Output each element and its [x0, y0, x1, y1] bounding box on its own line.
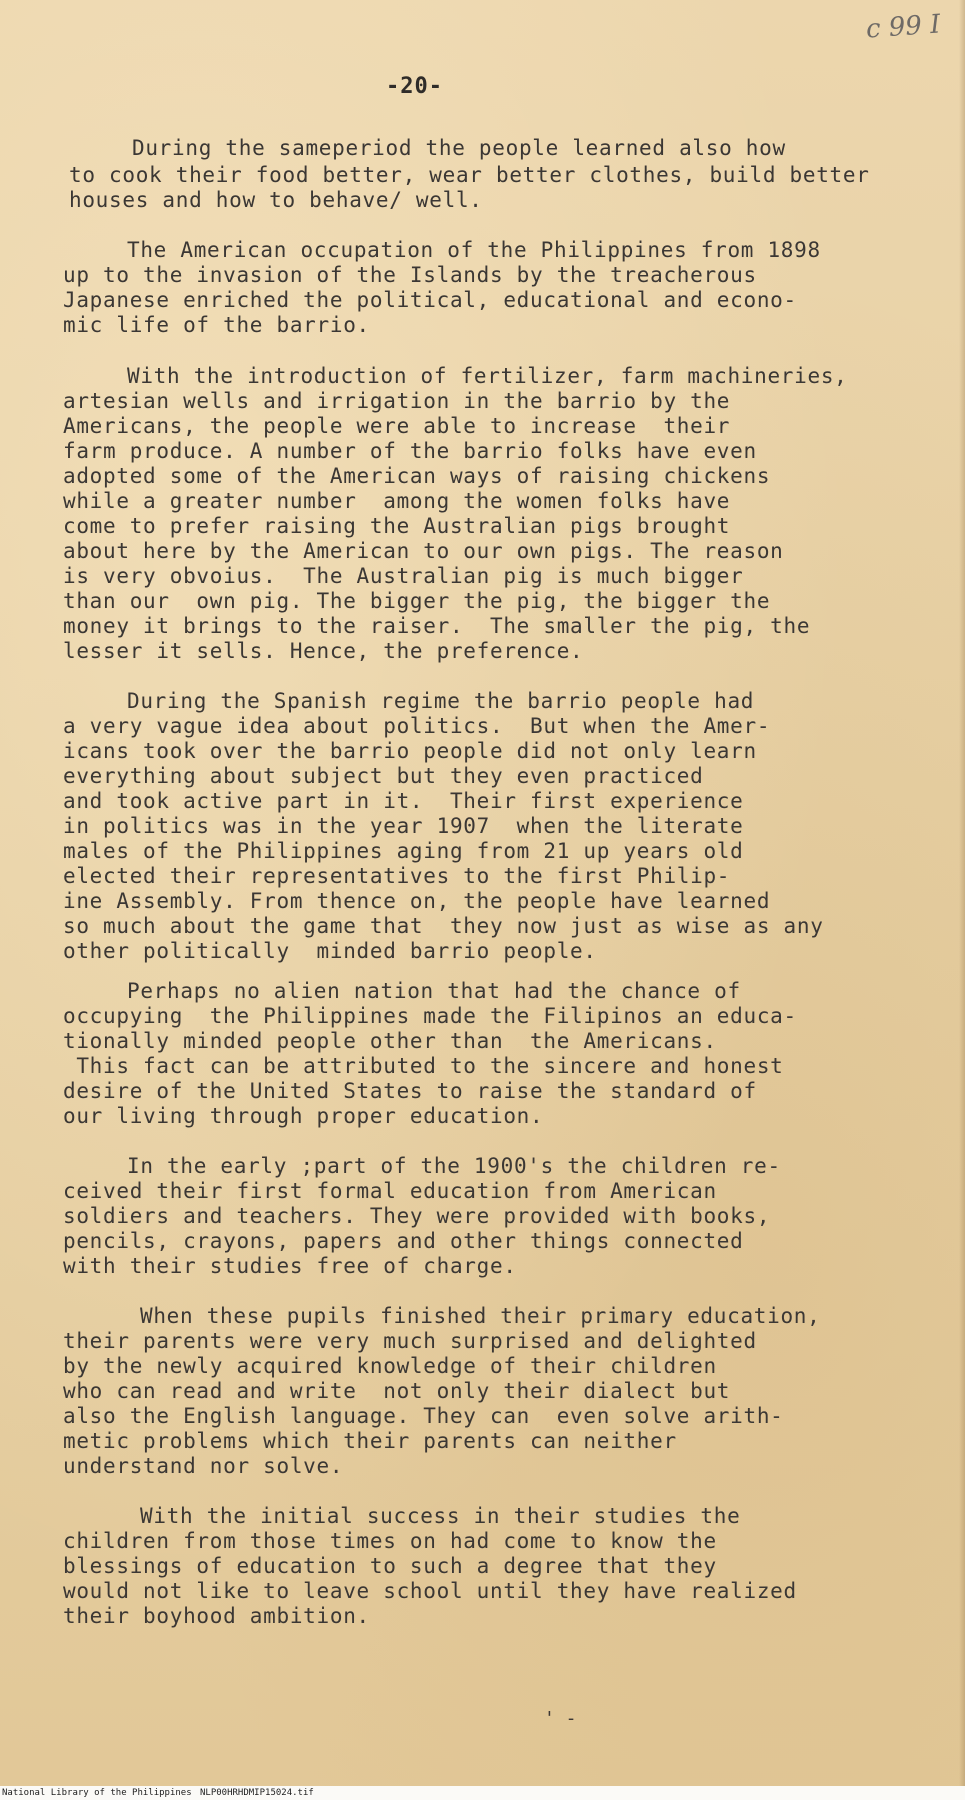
- catalog-mark: c 99 I: [865, 9, 942, 45]
- text-line: metic problems which their parents can neither: [63, 1429, 677, 1453]
- text-line: tionally minded people other than the Americans.: [63, 1029, 717, 1053]
- text-line: houses and how to behave/ well.: [69, 188, 483, 212]
- text-line: blessings of education to such a degree that they: [63, 1554, 717, 1578]
- text-line: adopted some of the American ways of raising chickens: [63, 464, 771, 488]
- text-line: their parents were very much surprised and delighted: [63, 1329, 757, 1353]
- text-line: Americans, the people were able to increase their: [63, 414, 731, 438]
- text-line: would not like to leave school until they have realized: [63, 1579, 797, 1603]
- footer-filename: NLP00HRHDMIP15024.tif: [200, 1788, 314, 1798]
- text-line: who can read and write not only their dialect but: [63, 1379, 731, 1403]
- text-line: so much about the game that they now just as wise as any: [63, 914, 824, 938]
- text-line: When these pupils finished their primary education,: [140, 1304, 821, 1328]
- text-line: their boyhood ambition.: [63, 1604, 370, 1628]
- text-line: while a greater number among the women folks have: [63, 489, 731, 513]
- text-line: farm produce. A number of the barrio folks have even: [63, 439, 757, 463]
- text-line: and took active part in it. Their first experience: [63, 789, 744, 813]
- text-line: artesian wells and irrigation in the barrio by the: [63, 389, 731, 413]
- text-line: also the English language. They can even solve arith-: [63, 1404, 784, 1428]
- text-line: than our own pig. The bigger the pig, the bigger the: [63, 589, 771, 613]
- text-line: by the newly acquired knowledge of their children: [63, 1354, 717, 1378]
- text-line: The American occupation of the Philippines from 1898: [127, 238, 821, 262]
- text-line: desire of the United States to raise the standard of: [63, 1079, 757, 1103]
- text-line: with their studies free of charge.: [63, 1254, 517, 1278]
- text-line: icans took over the barrio people did not only learn: [63, 739, 757, 763]
- text-line: soldiers and teachers. They were provided with books,: [63, 1204, 771, 1228]
- text-line: males of the Philippines aging from 21 up years old: [63, 839, 744, 863]
- scan-footer: [0, 1786, 965, 1800]
- text-line: ine Assembly. From thence on, the people have learned: [63, 889, 771, 913]
- footer-library-label: National Library of the Philippines: [2, 1788, 192, 1798]
- text-line: money it brings to the raiser. The smaller the pig, the: [63, 614, 811, 638]
- text-line: Perhaps no alien nation that had the chance of: [127, 979, 741, 1003]
- text-line: mic life of the barrio.: [63, 313, 370, 337]
- text-line: With the initial success in their studies the: [140, 1504, 741, 1528]
- text-line: children from those times on had come to know the: [63, 1529, 717, 1553]
- text-line: come to prefer raising the Australian pigs brought: [63, 514, 731, 538]
- page-edge-shadow: [959, 0, 965, 1800]
- text-line: With the introduction of fertilizer, farm machineries,: [127, 364, 848, 388]
- text-line: everything about subject but they even practiced: [63, 764, 704, 788]
- text-line: elected their representatives to the first Philip-: [63, 864, 731, 888]
- text-line: Japanese enriched the political, educational and econo-: [63, 288, 797, 312]
- text-line: lesser it sells. Hence, the preference.: [63, 639, 584, 663]
- stray-ink-mark: ' -: [544, 1708, 577, 1729]
- text-line: our living through proper education.: [63, 1104, 544, 1128]
- text-line: ceived their first formal education from American: [63, 1179, 717, 1203]
- text-line: other politically minded barrio people.: [63, 939, 597, 963]
- text-line: pencils, crayons, papers and other things connected: [63, 1229, 744, 1253]
- text-line: in politics was in the year 1907 when the literate: [63, 814, 744, 838]
- page-number: -20-: [386, 74, 443, 99]
- text-line: During the sameperiod the people learned also how: [132, 136, 786, 160]
- text-line: to cook their food better, wear better clothes, build better: [69, 163, 870, 187]
- text-line: a very vague idea about politics. But when the Amer-: [63, 714, 771, 738]
- text-line: During the Spanish regime the barrio people had: [127, 689, 755, 713]
- text-line: In the early ;part of the 1900's the children re-: [127, 1154, 781, 1178]
- text-line: understand nor solve.: [63, 1454, 344, 1478]
- text-line: up to the invasion of the Islands by the treacherous: [63, 263, 757, 287]
- text-line: occupying the Philippines made the Filipinos an educa-: [63, 1004, 797, 1028]
- text-line: about here by the American to our own pigs. The reason: [63, 539, 784, 563]
- text-line: This fact can be attributed to the sincere and honest: [63, 1054, 784, 1078]
- text-line: is very obvoius. The Australian pig is much bigger: [63, 564, 744, 588]
